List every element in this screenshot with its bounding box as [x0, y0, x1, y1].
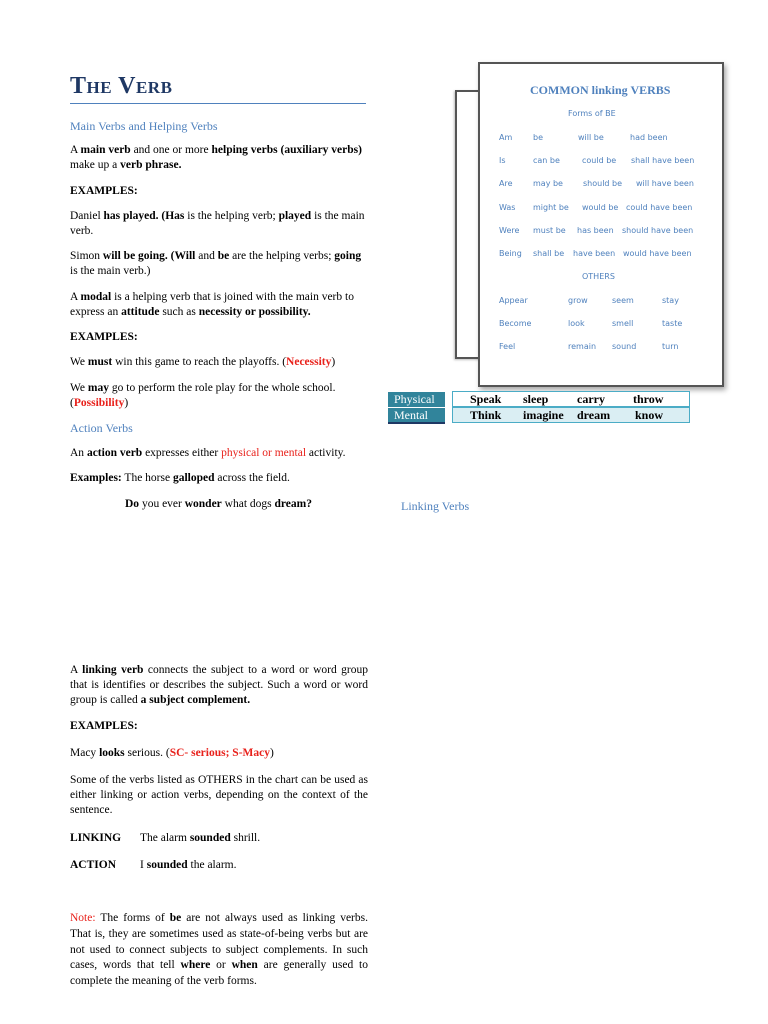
chart-cell: have been: [573, 249, 616, 258]
chart-cell: stay: [662, 296, 679, 305]
main-verb-definition: A main verb and one or more helping verbs (auxiliary verbs) make up a verb phrase.: [70, 144, 362, 171]
chart-cell: will have been: [636, 179, 694, 188]
action-verb-definition: An action verb expresses either physical or mental activity.: [70, 447, 346, 459]
chart-cell: might be: [533, 203, 569, 212]
chart-cell: taste: [662, 319, 683, 328]
examples-label-3: EXAMPLES:: [70, 720, 138, 732]
chart-cell: could have been: [626, 203, 693, 212]
chart-cell: be: [533, 133, 543, 142]
example-may: We may go to perform the role play for the whole school. (Possibility): [70, 382, 336, 409]
chart-cell: shall be: [533, 249, 565, 258]
chart-cell: may be: [533, 179, 563, 188]
physical-label: Physical: [388, 392, 445, 407]
chart-cell: grow: [568, 296, 588, 305]
table-cell: imagine: [523, 408, 564, 422]
chart-cell: would have been: [623, 249, 692, 258]
be-forms-note: Note: The forms of be are not always used as linking verbs. That is, they are sometimes used as state-of-being verbs but are not used to connect subjects to subject complements. In such cases, words that tell where or when are generally used to complete the meaning of the verb forms.: [70, 912, 368, 988]
linking-example-macy: Macy looks serious. (SC- serious; S-Macy): [70, 747, 274, 759]
linking-row: LINKING The alarm sounded shrill.: [70, 832, 261, 844]
chart-cell: Feel: [499, 342, 516, 351]
chart-cell: will be: [578, 133, 604, 142]
examples-label-2: EXAMPLES:: [70, 331, 138, 343]
chart-cell: would be: [582, 203, 619, 212]
action-example-horse: Examples: The horse galloped across the field.: [70, 472, 290, 484]
chart-cell: sound: [612, 342, 637, 351]
modal-definition: A modal is a helping verb that is joined with the main verb to express an attitude such as necessity or possibility.: [70, 291, 354, 318]
chart-cell: can be: [533, 156, 560, 165]
action-verbs-heading: Action Verbs: [70, 421, 133, 435]
chart-cell: should have been: [622, 226, 694, 235]
chart-cell: seem: [612, 296, 634, 305]
action-row: ACTION I sounded the alarm.: [70, 859, 237, 871]
example-must: We must win this game to reach the playoffs. (Necessity): [70, 356, 336, 368]
chart-cell: has been: [577, 226, 614, 235]
table-cell: carry: [577, 392, 605, 406]
example-will-be-going: Simon will be going. (Will and be are the helping verbs; going is the main verb.): [70, 250, 362, 277]
others-label: OTHERS: [582, 272, 615, 281]
examples-label: EXAMPLES:: [70, 185, 138, 197]
chart-cell: look: [568, 319, 585, 328]
chart-cell: Are: [499, 179, 513, 188]
example-has-played: Daniel has played. (Has is the helping verb; played is the main verb.: [70, 210, 365, 237]
chart-cell: had been: [630, 133, 668, 142]
physical-row: [452, 391, 690, 407]
others-note: Some of the verbs listed as OTHERS in the chart can be used as either linking or action verbs, depending on the context of the sentence.: [70, 774, 368, 816]
table-cell: throw: [633, 392, 664, 406]
page-title: The Verb: [70, 73, 173, 99]
chart-cell: Am: [499, 133, 513, 142]
action-example-dogs: Do you ever wonder what dogs dream?: [125, 498, 312, 510]
linking-verbs-heading: Linking Verbs: [401, 499, 470, 513]
linking-verb-definition: A linking verb connects the subject to a word or word group that is identifies or describes the subject. Such a word or word group is called a subject complement.: [70, 664, 369, 706]
main-helping-heading: Main Verbs and Helping Verbs: [70, 119, 218, 133]
chart-cell: Was: [499, 203, 516, 212]
chart-cell: turn: [662, 342, 679, 351]
chart-cell: shall have been: [631, 156, 695, 165]
title-rule: [70, 103, 366, 104]
chart-cell: smell: [612, 319, 634, 328]
chart-cell: could be: [582, 156, 617, 165]
chart-cell: should be: [583, 179, 623, 188]
table-cell: know: [635, 408, 664, 422]
chart-cell: Become: [499, 319, 532, 328]
chart-cell: Appear: [499, 296, 528, 305]
table-cell: Speak: [470, 392, 502, 406]
mental-row: [452, 407, 690, 423]
chart-cell: remain: [568, 342, 597, 351]
table-cell: dream: [577, 408, 611, 422]
chart-title: COMMON linking VERBS: [530, 83, 671, 97]
chart-cell: must be: [533, 226, 566, 235]
chart-cell: Being: [499, 249, 522, 258]
table-cell: Think: [470, 408, 502, 422]
forms-of-be-label: Forms of BE: [568, 109, 616, 118]
table-cell: sleep: [523, 392, 549, 406]
chart-cell: Is: [499, 156, 506, 165]
mental-label: Mental: [388, 408, 445, 423]
chart-cell: Were: [499, 226, 520, 235]
table-rule: [388, 422, 445, 424]
